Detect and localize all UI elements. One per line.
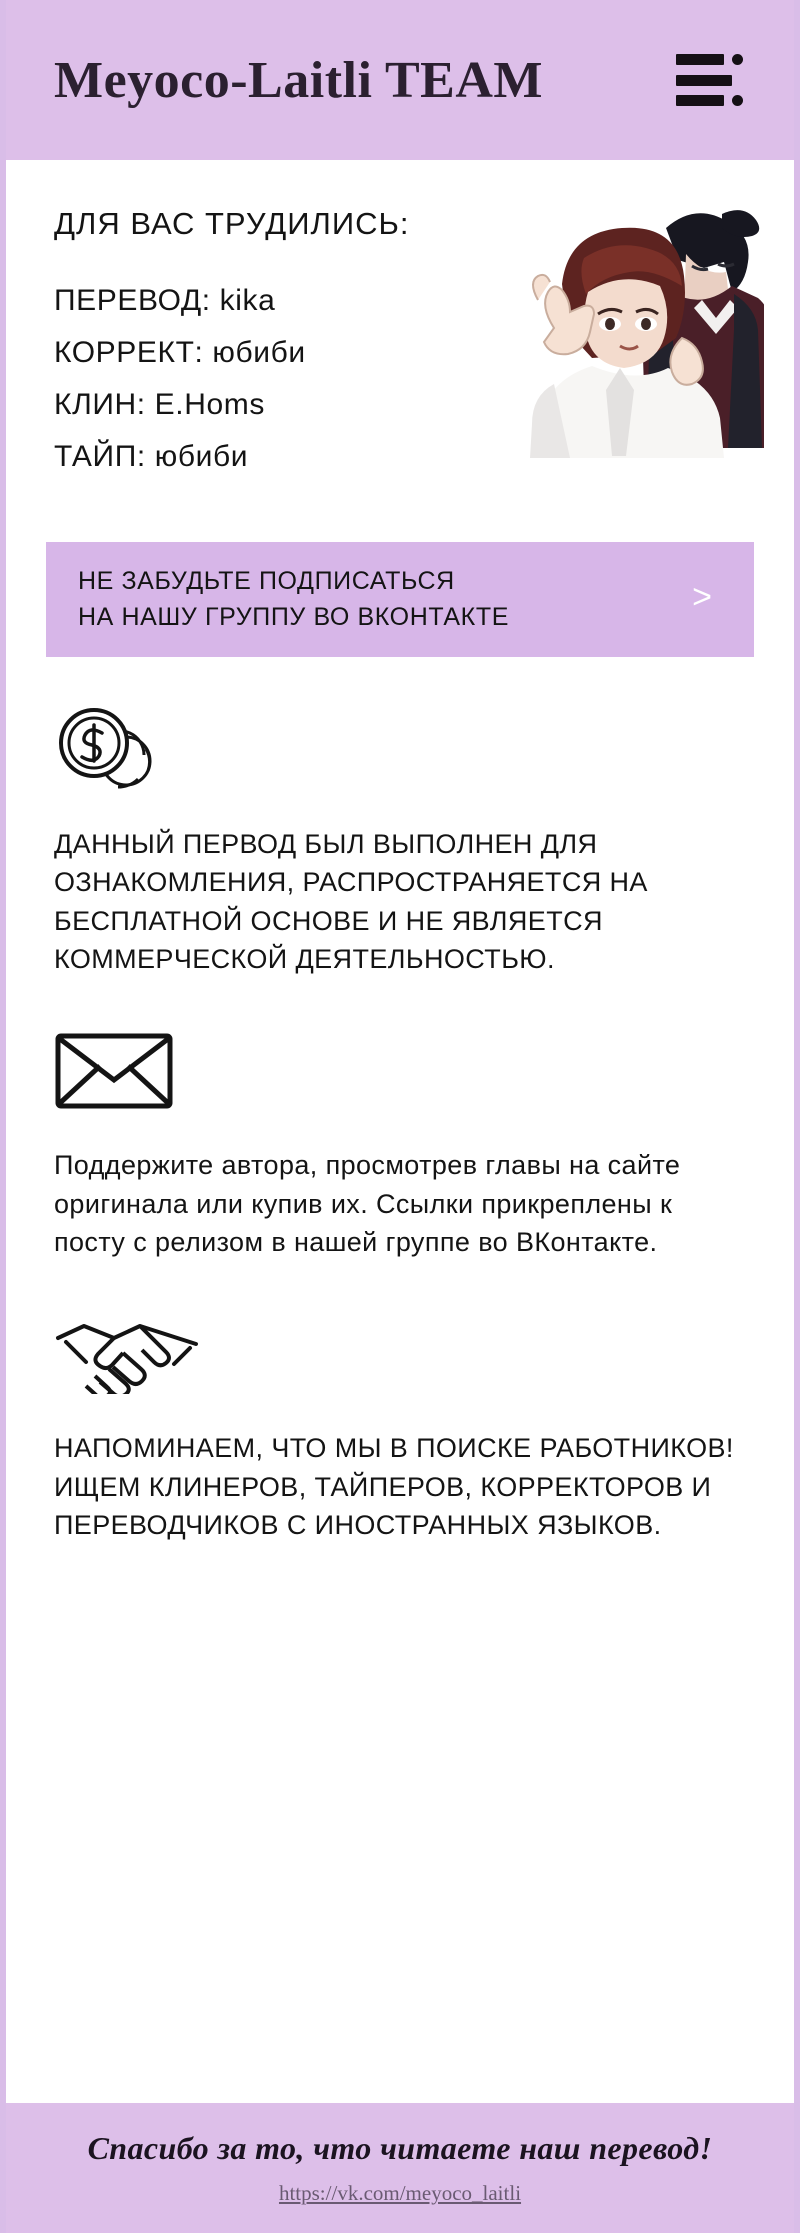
section-recruiting (6, 1303, 794, 1544)
credit-value: kika (219, 284, 276, 317)
footer-vk-link[interactable]: https://vk.com/meyoco_laitli (278, 2181, 522, 2205)
menu-row-2 (676, 75, 752, 86)
menu-bar (676, 95, 724, 106)
credit-label: КОРРЕКТ: (54, 336, 204, 369)
page-footer (6, 2103, 794, 2233)
menu-dot (732, 54, 743, 65)
credits-block (6, 160, 794, 520)
page-header (6, 0, 794, 160)
characters-artwork (434, 188, 764, 458)
credit-value: E.Homs (154, 388, 265, 421)
menu-bar (676, 54, 724, 65)
hamburger-menu-icon[interactable] (676, 54, 752, 106)
handshake-icon (54, 1303, 746, 1403)
envelope-icon (54, 1020, 746, 1120)
team-brand-title: Meyoco-Laitli TEAM (54, 51, 543, 109)
section-support-author (6, 1020, 794, 1261)
subscribe-banner-text (78, 564, 509, 635)
section-text-recruiting: НАПОМИНАЕМ, ЧТО МЫ В ПОИСКЕ РАБОТНИКОВ! ИЩЕМ КЛИНЕРОВ, ТАЙПЕРОВ, КОРРЕКТОРОВ И ПЕРЕВОДЧИКОВ С ИНОСТРАННЫХ ЯЗЫКОВ. (54, 1433, 734, 1540)
credits-title: ДЛЯ ВАС ТРУДИЛИСЬ: (54, 206, 410, 241)
credit-value: юбиби (154, 440, 249, 473)
subscribe-banner-line2: НА НАШУ ГРУППУ ВО ВКОНТАКТЕ (78, 602, 509, 631)
chevron-right-icon[interactable]: > (692, 577, 712, 616)
credit-label: ПЕРЕВОД: (54, 284, 211, 317)
menu-dot (732, 95, 743, 106)
credit-label: КЛИН: (54, 388, 146, 421)
subscribe-banner[interactable] (46, 542, 754, 657)
section-text-free-translation: ДАННЫЙ ПЕРВОД БЫЛ ВЫПОЛНЕН ДЛЯ ОЗНАКОМЛЕНИЯ, РАСПРОСТРАНЯЕТСЯ НА БЕСПЛАТНОЙ ОСНОВЕ И НЕ ЯВЛЯЕТСЯ КОММЕРЧЕСКОЙ ДЕЯТЕЛЬНОСТЬЮ. (54, 829, 648, 974)
menu-row-1 (676, 54, 752, 65)
menu-row-3 (676, 95, 752, 106)
section-free-translation (6, 699, 794, 978)
subscribe-banner-line1: НЕ ЗАБУДЬТЕ ПОДПИСАТЬСЯ (78, 567, 455, 595)
credit-value: юбиби (212, 336, 306, 369)
menu-bar (676, 75, 732, 86)
coins-icon (54, 699, 746, 799)
footer-thanks-title: Спасибо за то, что читаете наш перевод! (87, 2130, 713, 2166)
credit-label: ТАЙП: (54, 440, 146, 473)
section-text-support-author: Поддержите автора, просмотрев главы на сайте оригинала или купив их. Ссылки прикреплены к посту с релизом в нашей группе во ВКонтакте. (54, 1150, 681, 1257)
